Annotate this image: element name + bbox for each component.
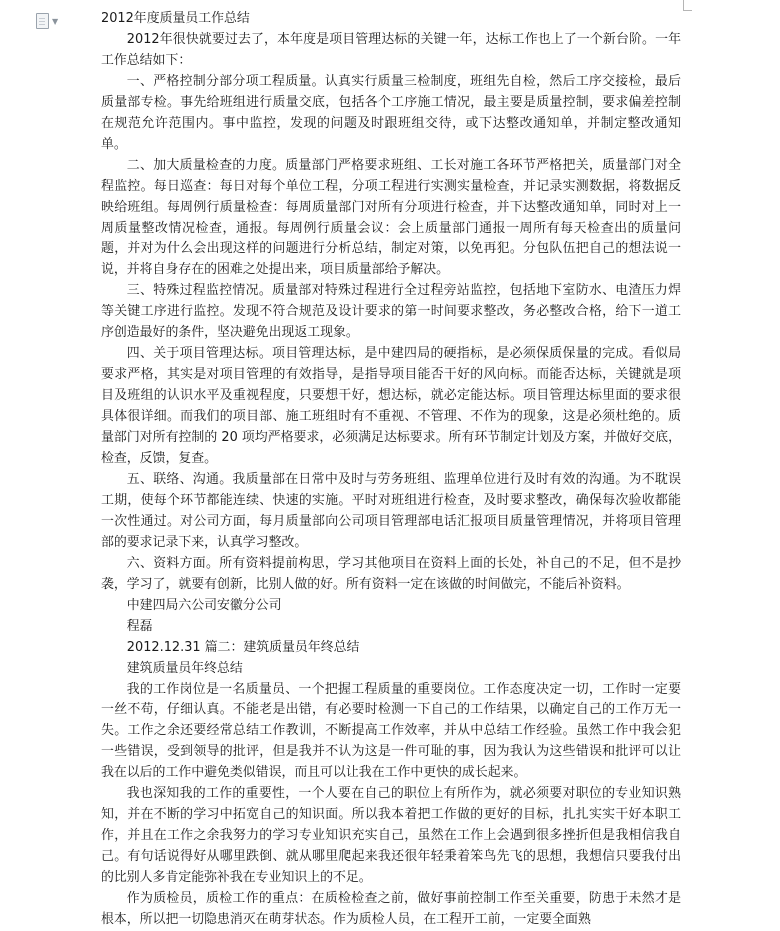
document-icon bbox=[36, 13, 49, 29]
paragraph: 一、严格控制分部分项工程质量。认真实行质量三检制度，班组先自检，然后工序交接检，最后质量部专检。事先给班组进行质量交底，包括各个工序施工情况，最主要是质量控制，要求偏差控制在规范允许范围内。事中监控，发现的问题及时跟班组交待，或下达整改通知单，并制定整改通知单。 bbox=[101, 73, 681, 152]
document-title: 2012年度质量员工作总结 bbox=[101, 11, 250, 26]
paragraph: 二、加大质量检查的力度。质量部门严格要求班组、工长对施工各环节严格把关，质量部门对全程监控。每日巡查：每日对每个单位工程，分项工程进行实测实量检查，并记录实测数据，将数据反映给班组。每周例行质量检查：每周质量部门对所有分项进行检查，并下达整改通知单，同时对上一周质量整改情况检查，通报。每周例行质量会议：会上质量部门通报一周所有每天检查出的质量问题，并对为什么会出现这样的问题进行分析总结，制定对策，以免再犯。分包队伍把自己的想法说一说，并将自身存在的困难之处提出来，项目质量部给予解决。 bbox=[101, 157, 681, 278]
paragraph: 五、联络、沟通。我质量部在日常中及时与劳务班组、监理单位进行及时有效的沟通。为不耽误工期，使每个环节都能连续、快速的实施。平时对班组进行检查，及时要求整改，确保每次验收都能一次性通过。对公司方面，每月质量部向公司项目管理部电话汇报项目质量管理情况，并将项目管理部的要求记录下来，认真学习整改。 bbox=[101, 471, 681, 550]
signature-company: 中建四局六公司安徽分公司 bbox=[126, 597, 282, 613]
paragraph: 三、特殊过程监控情况。质量部对特殊过程进行全过程旁站监控，包括地下室防水、电渣压力焊等关键工序进行监控。发现不符合规范及设计要求的第一时间要求整改，务必整改合格，给下一道工序创造最好的条件，坚决避免出现返工现象。 bbox=[101, 283, 681, 341]
signature-date: 2012.12.31 篇二：建筑质量员年终总结 bbox=[126, 639, 360, 655]
page-corner-mark bbox=[683, 0, 692, 11]
paragraph: 六、资料方面。所有资料提前构思，学习其他项目在资料上面的长处，补自己的不足，但不是抄袭，学习了，就要有创新，比别人做的好。所有资料一定在该做的时间做完，不能后补资料。 bbox=[101, 555, 681, 592]
signature-name: 程磊 bbox=[126, 618, 153, 634]
paragraph: 我也深知我的工作的重要性，一个人要在自己的职位上有所作为，就必须要对职位的专业知识熟知，并在不断的学习中拓宽自己的知识面。所以我本着把工作做的更好的目标，扎扎实实干好本职工作，并且在工作之余我努力的学习专业知识充实自己，虽然在工作上会遇到很多挫折但是我相信我自己。有句话说得好从哪里跌倒、就从哪里爬起来我还很年轻秉着笨鸟先飞的思想，我想信只要我付出的比别人多肯定能弥补我在专业知识上的不足。 bbox=[101, 786, 681, 886]
paragraph: 四、关于项目管理达标。项目管理达标，是中建四局的硬指标，是必须保质保量的完成。看似局要求严格，其实是对项目管理的有效指导，是指导项目能否干好的风向标。而能否达标，关键就是项目及班组的认识水平及重视程度，只要想干好，想达标，就必定能达标。项目管理达标里面的要求很具体很详细。而我们的项目部、施工班组时有不重视、不管理、不作为的现象，这是必须杜绝的。质量部门对所有控制的 20 项均严格要求，必须满足达标要求。所有环节制定计划及方案，并做好交底，检查，反馈，复查。 bbox=[101, 346, 681, 467]
paragraph: 作为质检员，质检工作的重点：在质检检查之前，做好事前控制工作至关重要，防患于未然才是根本，所以把一切隐患消灭在萌芽状态。作为质检人员，在工程开工前，一定要全面熟 bbox=[101, 891, 681, 927]
section-title: 建筑质量员年终总结 bbox=[126, 660, 243, 676]
document-menu-button[interactable] bbox=[36, 12, 66, 30]
document-body bbox=[101, 9, 681, 931]
paragraph: 2012年很快就要过去了，本年度是项目管理达标的关键一年，达标工作也上了一个新台阶。一年工作总结如下： bbox=[101, 31, 681, 68]
paragraph: 我的工作岗位是一名质量员、一个把握工程质量的重要岗位。工作态度决定一切，工作时一定要一丝不苟，仔细认真。不能老是出错，有必要时检测一下自己的工作结果，以确定自己的工作万无一失。工作之余还要经常总结工作教训，不断提高工作效率，并从中总结工作经验。虽然工作中我会犯一些错误，受到领导的批评，但是我并不认为这是一件可耻的事，因为我认为这些错误和批评可以让我在以后的工作中避免类似错误，而且可以让我在工作中更快的成长起来。 bbox=[101, 681, 681, 781]
chevron-down-icon: ▼ bbox=[52, 16, 59, 26]
